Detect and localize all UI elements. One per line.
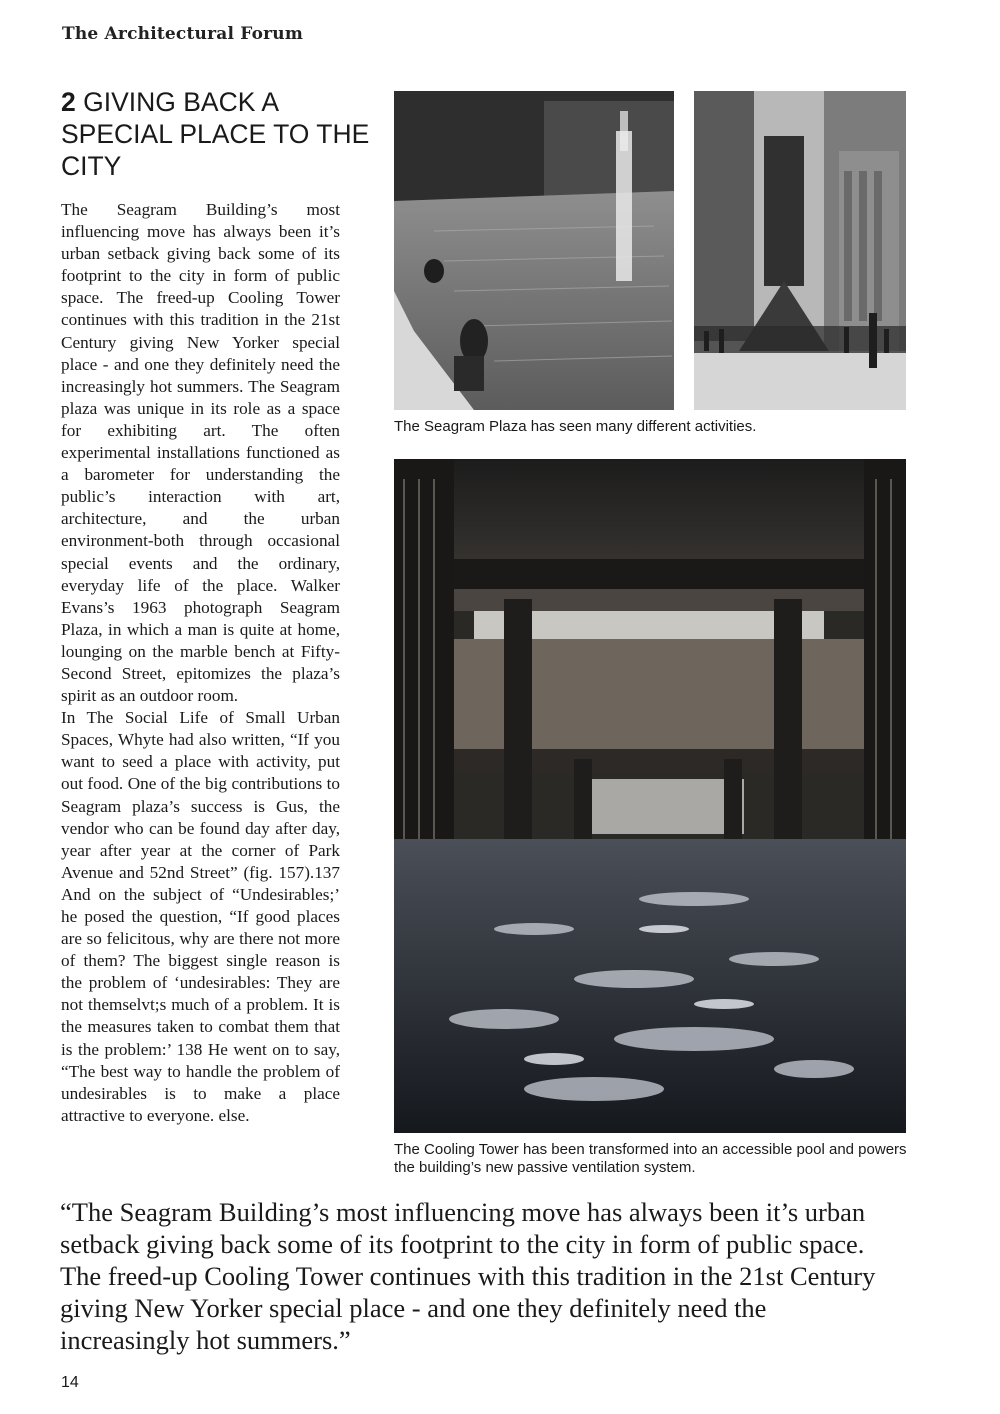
plaza-pool-photo xyxy=(394,91,674,410)
article-body xyxy=(61,199,340,1127)
article-heading xyxy=(61,86,381,182)
cooling-tower-caption: The Cooling Tower has been transformed into an accessible pool and powers the building’s new passive ventilation system. xyxy=(394,1141,907,1176)
section-title: GIVING BACK A SPECIAL PLACE TO THE CITY xyxy=(61,87,370,181)
pull-quote: “The Seagram Building’s most influencing move has always been it’s urban setback giving back some of its footprint to the city in form of public space. The freed-up Cooling Tower continues with this tradition in the 21st Century giving New Yorker special place - and one they definitely need the increasingly hot summers.” xyxy=(60,1197,876,1355)
plaza-sculpture-photo xyxy=(694,91,906,410)
cooling-tower-pool-rendering xyxy=(394,459,906,1133)
body-paragraph: In The Social Life of Small Urban Spaces, Whyte had also written, “If you want to seed a place with activity, put out food. One of the big contributions to Seagram plaza’s success is Gus, the vendor who can be found day after day, year after year at the corner of Park Avenue and 52nd Street” (fig. 157).137 And on the subject of “Undesirables;’ he posed the question, “If good places are so felicitous, why are there not more of them? The biggest single reason is the problem of ‘undesirables: They are not themselvt;s much of a problem. It is the measures taken to combat them that is the problem:’ 138 He went on to say, “The best way to handle the problem of undesirables is to make a place attractive to everyone. else. xyxy=(61,708,340,1125)
page-number: 14 xyxy=(61,1374,79,1391)
plaza-photos-caption: The Seagram Plaza has seen many different activities. xyxy=(394,418,757,435)
masthead: The Architectural Forum xyxy=(62,24,304,44)
section-number: 2 xyxy=(61,87,76,117)
body-paragraph: The Seagram Building’s most influencing move has always been it’s urban setback giving back some of its footprint to the city in form of public space. The freed-up Cooling Tower continues with this tradition in the 21st Century giving New Yorker special place - and one they definitely need the increasingly hot summers. The Seagram plaza was unique in its role as a space for exhibiting art. The often experimental installations functioned as a barometer for understanding the public’s interaction with art, architecture, and the urban environment-both through occasional special events and the ordinary, everyday life of the place. Walker Evans’s 1963 photograph Seagram Plaza, in which a man is quite at home, lounging on the marble bench at Fifty-Second Street, epitomizes the plaza’s spirit as an outdoor room. xyxy=(61,200,340,706)
